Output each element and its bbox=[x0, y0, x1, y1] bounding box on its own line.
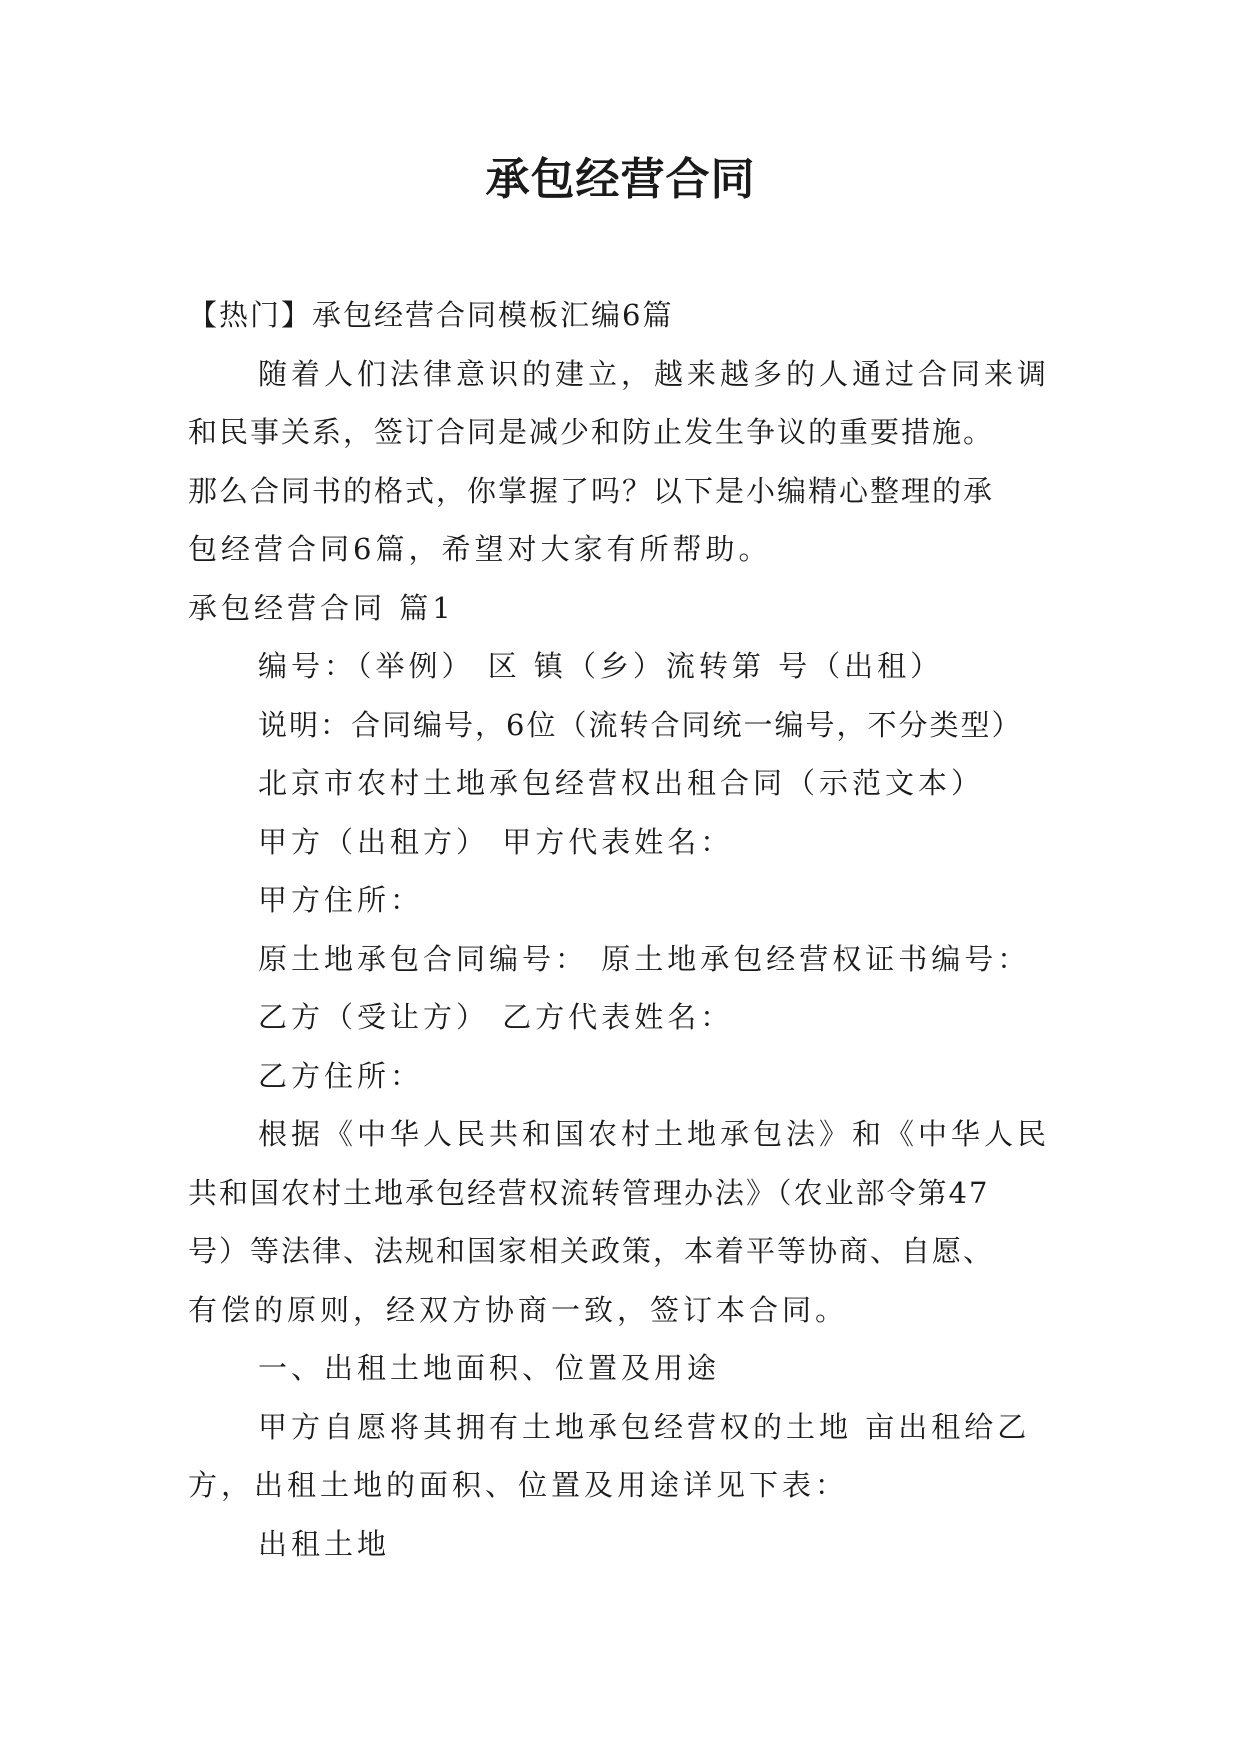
text-line: 甲方自愿将其拥有土地承包经营权的土地 亩出租给乙 bbox=[258, 1409, 1031, 1444]
text-line: 号）等法律、法规和国家相关政策，本着平等协商、自愿、 bbox=[188, 1234, 995, 1268]
text-line: 甲方（出租方） 甲方代表姓名： bbox=[258, 824, 734, 859]
text-line: 包经营合同6篇，希望对大家有所帮助。 bbox=[188, 532, 772, 566]
text-line: 那么合同书的格式，你掌握了吗？以下是小编精心整理的承 bbox=[188, 473, 995, 508]
document-title: 承包经营合同 bbox=[485, 154, 756, 205]
text-line: 原土地承包合同编号： 原土地承包经营权证书编号： bbox=[258, 941, 1031, 976]
document-body bbox=[188, 286, 1068, 1573]
text-line: 和民事关系，签订合同是减少和防止发生争议的重要措施。 bbox=[188, 415, 995, 449]
text-line: 说明：合同编号，6位（流转合同统一编号，不分类型） bbox=[258, 707, 1023, 742]
section-heading: 承包经营合同 篇1 bbox=[188, 590, 455, 625]
text-line: 编号：（举例） 区 镇（乡）流转第 号（出租） bbox=[258, 649, 944, 683]
text-line: 乙方（受让方） 乙方代表姓名： bbox=[258, 1000, 734, 1034]
text-line: 有偿的原则，经双方协商一致，签订本合同。 bbox=[188, 1292, 849, 1327]
text-line: 根据《中华人民共和国农村土地承包法》和《中华人民 bbox=[258, 1117, 1051, 1151]
text-line: 出租土地 bbox=[258, 1526, 391, 1561]
text-line: 随着人们法律意识的建立，越来越多的人通过合同来调 bbox=[258, 356, 1051, 391]
text-line: 共和国农村土地承包经营权流转管理办法》（农业部令第47 bbox=[188, 1175, 990, 1210]
text-line: 北京市农村土地承包经营权出租合同（示范文本） bbox=[258, 766, 985, 800]
text-line: 甲方住所： bbox=[258, 883, 424, 917]
text-line: 方，出租土地的面积、位置及用途详见下表： bbox=[188, 1468, 849, 1502]
clause-heading: 一、出租土地面积、位置及用途 bbox=[258, 1351, 721, 1385]
subtitle-line: 【热门】承包经营合同模板汇编6篇 bbox=[188, 298, 674, 332]
text-line: 乙方住所： bbox=[258, 1058, 424, 1093]
